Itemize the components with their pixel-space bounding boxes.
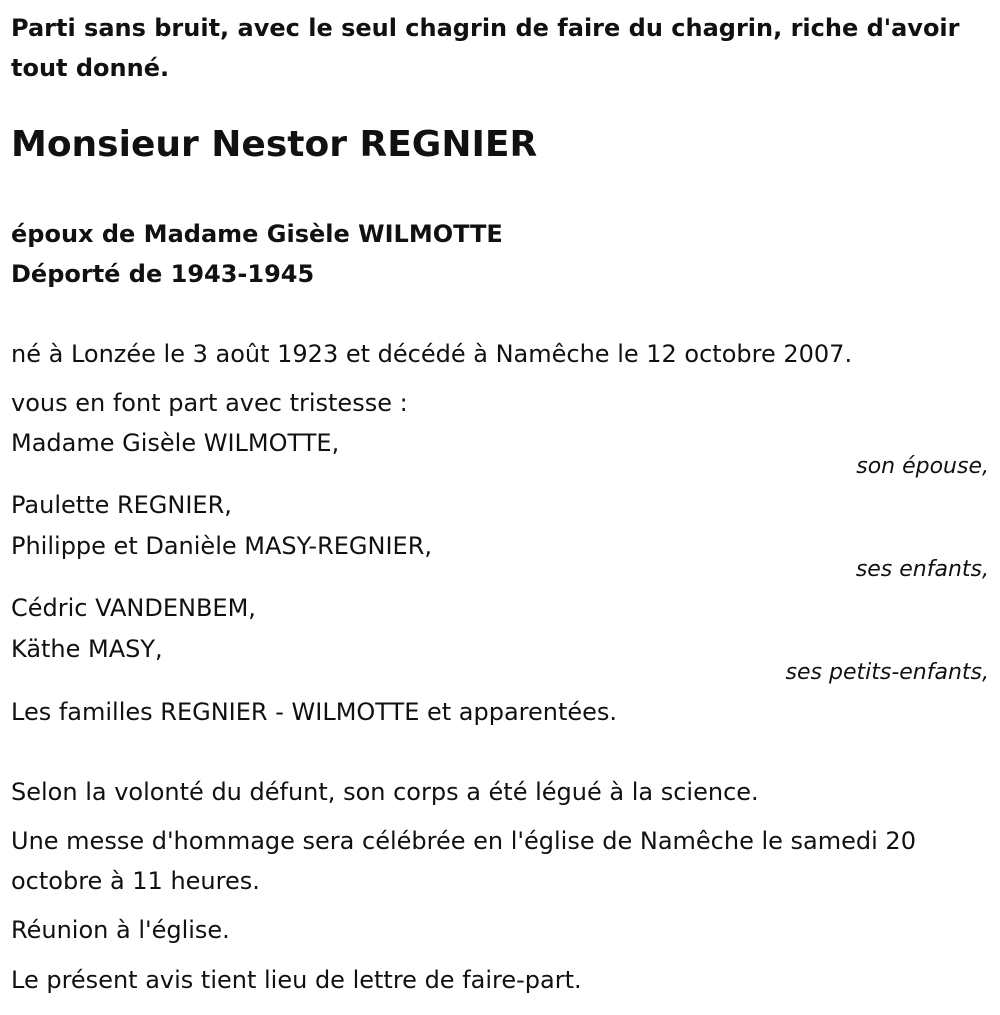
family-child: Paulette REGNIER,	[11, 491, 232, 519]
birth-death: né à Lonzée le 3 août 1923 et décédé à Namêche le 12 octobre 2007.	[11, 340, 853, 368]
family-grandchild: Cédric VANDENBEM,	[11, 594, 256, 622]
closing-note: Le présent avis tient lieu de lettre de faire-part.	[11, 966, 582, 994]
family-grandchild: Käthe MASY,	[11, 635, 163, 663]
body-donation: Selon la volonté du défunt, son corps a été légué à la science.	[11, 778, 759, 806]
family-spouse: Madame Gisèle WILMOTTE,	[11, 429, 340, 457]
epitaph: Parti sans bruit, avec le seul chagrin de faire du chagrin, riche d'avoir tout donné.	[11, 14, 960, 82]
meeting-info: Réunion à l'église.	[11, 916, 230, 944]
grandchildren-role: ses petits-enfants,	[785, 660, 989, 685]
deportation-line: Déporté de 1943-1945	[11, 260, 315, 288]
deceased-name: Monsieur Nestor REGNIER	[11, 124, 538, 165]
spouse-line: époux de Madame Gisèle WILMOTTE	[11, 220, 503, 248]
family-child: Philippe et Danièle MASY-REGNIER,	[11, 532, 433, 560]
families-line: Les familles REGNIER - WILMOTTE et apparentées.	[11, 698, 618, 726]
spouse-role: son épouse,	[856, 454, 989, 479]
announcement-intro: vous en font part avec tristesse :	[11, 389, 408, 417]
children-role: ses enfants,	[855, 557, 989, 582]
mass-announcement: Une messe d'hommage sera célébrée en l'église de Namêche le samedi 20 octobre à 11 heures.	[11, 827, 916, 895]
